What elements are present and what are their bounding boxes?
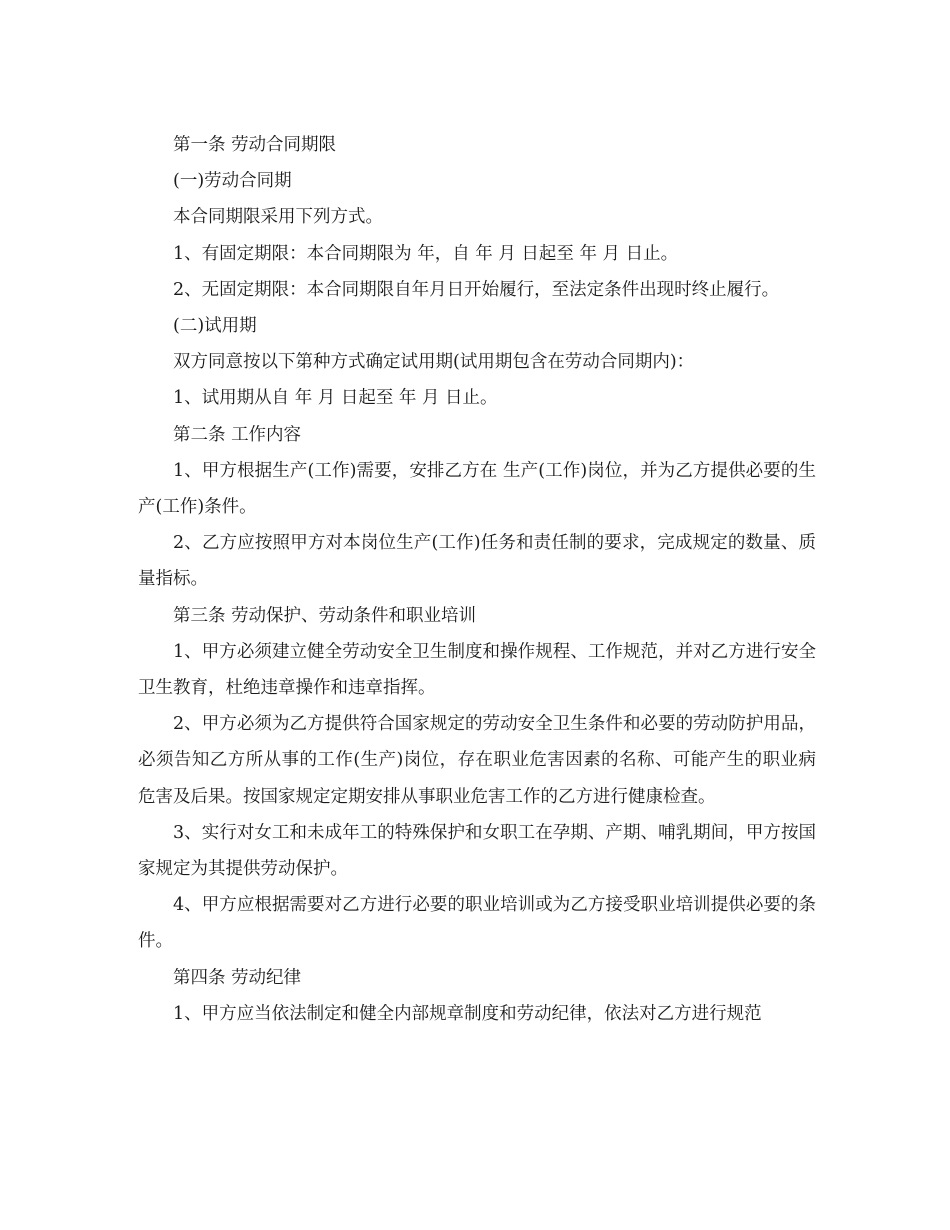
section-probation-heading: (二)试用期 xyxy=(173,316,257,337)
document-body xyxy=(138,127,816,1032)
paragraph-training: 4、甲方应根据需要对乙方进行必要的职业培训或为乙方接受职业培训提供必要的条件。 xyxy=(138,895,816,952)
paragraph-safety-rules: 1、甲方必须建立健全劳动安全卫生制度和操作规程、工作规范，并对乙方进行安全卫生教育，杜绝违章操作和违章指挥。 xyxy=(138,641,816,699)
paragraph-special-protection: 3、实行对女工和未成年工的特殊保护和女职工在孕期、产期、哺乳期间，甲方按国家规定为其提供劳动保护。 xyxy=(138,822,816,880)
article-1-heading: 第一条 劳动合同期限 xyxy=(173,135,337,155)
paragraph-work-requirements: 2、乙方应按照甲方对本岗位生产(工作)任务和责任制的要求，完成规定的数量、质量指标。 xyxy=(138,533,816,590)
article-4-heading: 第四条 劳动纪律 xyxy=(173,967,302,988)
section-contract-term-heading: (一)劳动合同期 xyxy=(173,171,292,192)
article-2-heading: 第二条 工作内容 xyxy=(173,424,302,445)
paragraph-term-method: 本合同期限采用下列方式。 xyxy=(173,207,383,228)
paragraph-safety-conditions: 2、甲方必须为乙方提供符合国家规定的劳动安全卫生条件和必要的劳动防护用品，必须告知乙方所从事的工作(生产)岗位，存在职业危害因素的名称、可能产生的职业病危害及后果。按国家规定定期安排从事职业危害工作的乙方进行健康检查。 xyxy=(138,714,816,807)
paragraph-probation-period: 1、试用期从自 年 月 日起至 年 月 日止。 xyxy=(173,388,498,409)
article-3-heading: 第三条 劳动保护、劳动条件和职业培训 xyxy=(173,605,477,626)
paragraph-work-assignment: 1、甲方根据生产(工作)需要，安排乙方在 生产(工作)岗位，并为乙方提供必要的生产(工作)条件。 xyxy=(138,460,816,518)
paragraph-labor-discipline: 1、甲方应当依法制定和健全内部规章制度和劳动纪律，依法对乙方进行规范 xyxy=(173,1003,762,1024)
paragraph-probation-method: 双方同意按以下第种方式确定试用期(试用期包含在劳动合同期内)： xyxy=(173,352,695,373)
paragraph-fixed-term: 1、有固定期限：本合同期限为 年，自 年 月 日起至 年 月 日止。 xyxy=(173,243,679,264)
paragraph-open-term: 2、无固定期限：本合同期限自年月日开始履行，至法定条件出现时终止履行。 xyxy=(173,279,780,300)
